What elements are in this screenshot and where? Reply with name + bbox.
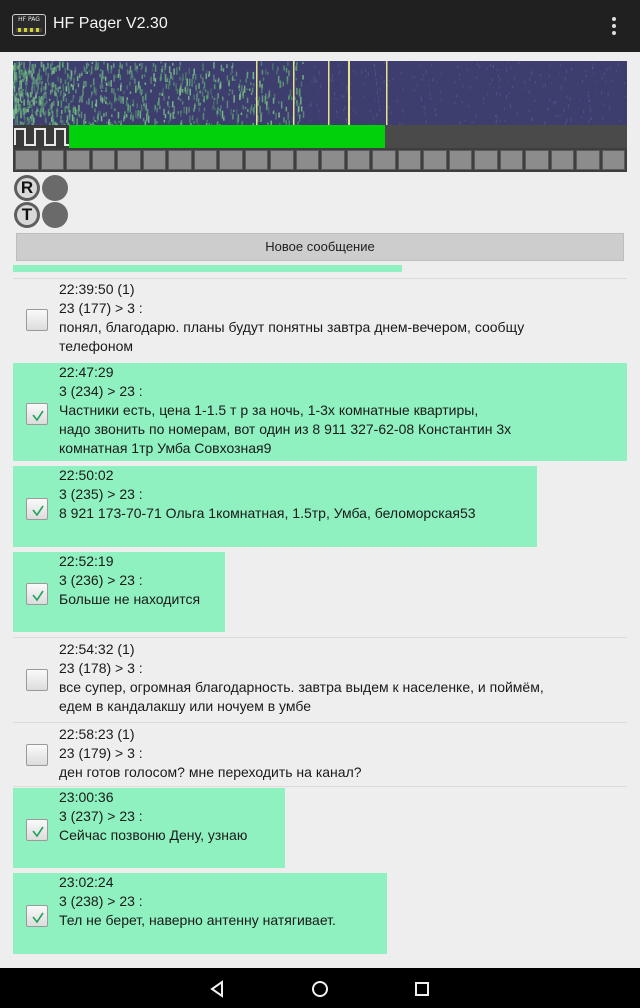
frequency-marker <box>348 61 350 125</box>
message-content <box>59 363 511 458</box>
square-wave-icon <box>13 125 69 148</box>
message-content <box>59 640 544 716</box>
transmit-indicator <box>14 202 40 228</box>
sent-message[interactable] <box>13 873 387 954</box>
received-message[interactable] <box>13 280 627 358</box>
message-time: 22:58:23 (1) <box>59 726 135 742</box>
check-icon <box>30 407 46 423</box>
waterfall-canvas <box>13 61 627 125</box>
frequency-marker <box>386 61 388 125</box>
check-icon <box>30 587 46 603</box>
bit-cell <box>143 150 167 170</box>
receive-progress-bar <box>13 265 402 272</box>
message-content <box>59 788 247 845</box>
message-header: 23 (178) > 3 : <box>59 660 143 676</box>
message-divider <box>13 786 627 787</box>
sent-message[interactable] <box>13 788 285 868</box>
bit-cell <box>296 150 320 170</box>
message-content <box>59 725 362 782</box>
message-time: 22:50:02 <box>59 467 114 483</box>
message-body-line: понял, благодарю. планы будут понятны завтра днем-вечером, сообщу <box>59 319 525 335</box>
app-logo-text: HF PAG <box>18 16 40 23</box>
check-icon <box>30 823 46 839</box>
message-body-line: ден готов голосом? мне переходить на канал? <box>59 764 362 780</box>
message-header: 3 (236) > 23 : <box>59 572 143 588</box>
system-navigation-bar <box>0 968 640 1008</box>
bit-cell <box>66 150 90 170</box>
signal-level-bar <box>13 125 627 148</box>
message-body-line: Тел не берет, наверно антенну натягивает. <box>59 912 336 928</box>
app-title: HF Pager V2.30 <box>53 15 168 32</box>
message-checkbox[interactable] <box>26 583 48 605</box>
message-content <box>59 552 200 609</box>
message-time: 22:52:19 <box>59 553 114 569</box>
sent-message[interactable] <box>13 466 537 547</box>
message-header: 3 (234) > 23 : <box>59 383 143 399</box>
message-header: 3 (237) > 23 : <box>59 808 143 824</box>
sent-message[interactable] <box>13 552 225 632</box>
sent-message[interactable] <box>13 363 627 461</box>
message-checkbox[interactable] <box>26 669 48 691</box>
bit-cell <box>168 150 192 170</box>
message-time: 22:39:50 (1) <box>59 281 135 297</box>
bit-cell <box>15 150 39 170</box>
message-divider <box>13 722 627 723</box>
message-body-line: 8 921 173-70-71 Ольга 1комнатная, 1.5тр, Умба, беломорская53 <box>59 505 476 521</box>
bit-cell <box>576 150 600 170</box>
message-body-line: комнатная 1тр Умба Совхозная9 <box>59 440 272 456</box>
message-header: 3 (235) > 23 : <box>59 486 143 502</box>
message-content <box>59 466 476 523</box>
app-bar <box>0 0 640 52</box>
check-icon <box>30 909 46 925</box>
bit-cell <box>219 150 243 170</box>
message-time: 23:00:36 <box>59 789 114 805</box>
message-content <box>59 873 336 930</box>
message-content <box>59 280 524 356</box>
bit-cell <box>500 150 524 170</box>
bit-cell <box>398 150 422 170</box>
bit-cell <box>372 150 396 170</box>
bit-cell <box>602 150 626 170</box>
message-body-line: Больше не находится <box>59 591 201 607</box>
message-checkbox[interactable] <box>26 309 48 331</box>
bit-cell <box>347 150 371 170</box>
waterfall-spectrum[interactable] <box>13 61 627 125</box>
frequency-marker <box>328 61 330 125</box>
bit-cell <box>551 150 575 170</box>
bit-cell <box>321 150 345 170</box>
bit-cells <box>13 148 627 172</box>
message-time: 22:54:32 (1) <box>59 641 135 657</box>
message-body-line: Сейчас позвоню Дену, узнаю <box>59 827 248 843</box>
message-checkbox[interactable] <box>26 819 48 841</box>
message-checkbox[interactable] <box>26 905 48 927</box>
frequency-marker <box>256 61 258 125</box>
overflow-menu-icon[interactable] <box>606 15 622 37</box>
message-checkbox[interactable] <box>26 744 48 766</box>
app-logo-icon <box>12 14 46 36</box>
message-header: 23 (177) > 3 : <box>59 300 143 316</box>
message-header: 23 (179) > 3 : <box>59 745 143 761</box>
message-body-line: едем в кандалакшу или ночуем в умбе <box>59 698 312 714</box>
message-body-line: Частники есть, цена 1-1.5 т р за ночь, 1-3х комнатные квартиры, <box>59 402 479 418</box>
signal-level-fill <box>69 125 385 148</box>
received-message[interactable] <box>13 725 627 783</box>
frequency-marker <box>293 61 295 125</box>
message-checkbox[interactable] <box>26 498 48 520</box>
bit-cell <box>245 150 269 170</box>
bit-cell <box>117 150 141 170</box>
received-message[interactable] <box>13 640 627 718</box>
bit-cell <box>474 150 498 170</box>
bit-cell <box>194 150 218 170</box>
home-circle-icon[interactable] <box>309 978 331 1000</box>
bit-cell <box>270 150 294 170</box>
bit-cell <box>449 150 473 170</box>
message-header: 3 (238) > 23 : <box>59 893 143 909</box>
message-divider <box>13 637 627 638</box>
transmit-led <box>42 202 68 228</box>
bit-cell <box>423 150 447 170</box>
message-body-line: надо звонить по номерам, вот один из 8 911 327-62-08 Константин 3х <box>59 421 512 437</box>
bit-cell <box>41 150 65 170</box>
message-body-line: телефоном <box>59 338 133 354</box>
check-icon <box>30 502 46 518</box>
receive-indicator-label: R <box>17 178 37 198</box>
message-time: 22:47:29 <box>59 364 114 380</box>
back-triangle-icon[interactable] <box>207 978 229 1000</box>
message-checkbox[interactable] <box>26 403 48 425</box>
transmit-indicator-label: T <box>17 205 37 225</box>
message-body-line: все супер, огромная благодарность. завтра выдем к населенке, и поймём, <box>59 679 544 695</box>
bit-cell <box>92 150 116 170</box>
message-time: 23:02:24 <box>59 874 114 890</box>
bit-cell <box>525 150 549 170</box>
new-message-button[interactable]: Новое сообщение <box>16 233 624 261</box>
recents-square-icon[interactable] <box>411 978 433 1000</box>
receive-indicator <box>14 175 40 201</box>
message-divider <box>13 278 627 279</box>
receive-led <box>42 175 68 201</box>
